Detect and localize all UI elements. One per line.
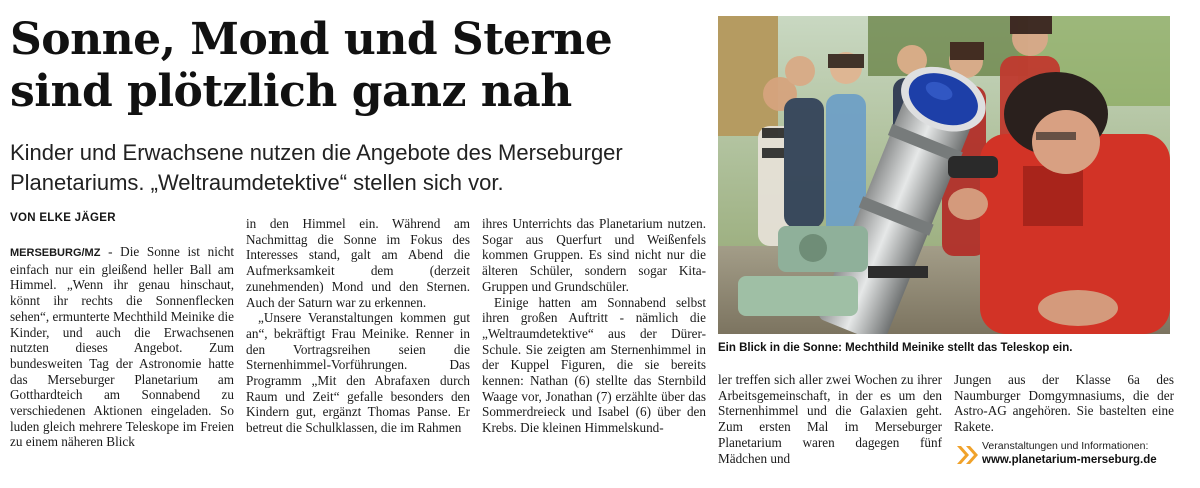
headline	[10, 14, 710, 118]
info-label: Veranstaltungen und Informationen:	[982, 440, 1149, 452]
article-column-3	[482, 216, 706, 478]
subheadline: Kinder und Erwachsene nutzen die Angebote des Merseburger Planetariums. „Weltraumdetektive“ stellen sich vor.	[10, 140, 623, 195]
article-column-4	[718, 372, 942, 478]
article-photo	[718, 16, 1170, 334]
byline: VON ELKE JÄGER	[10, 212, 116, 224]
double-chevron-icon	[956, 444, 980, 466]
telescope-scene-image	[718, 16, 1170, 334]
headline-line-2: sind plötzlich ganz nah	[10, 66, 572, 117]
dateline: MERSEBURG/MZ	[10, 247, 101, 259]
column-3-paragraph-1: ihres Unterrichts das Planetarium nutzen. Sogar aus Querfurt und Weißenfels kommen Gruppen. Es sind nicht nur die älteren Schüler, sondern sogar Kita-Gruppen und Grundschüler.	[482, 216, 706, 294]
column-2-paragraph-2: „Unsere Veranstaltungen kommen gut an“, bekräftigt Frau Meinike. Renner in den Vortragsreihen seien die Sternenhimmel-Vorführungen. Das Programm „Mit den Abrafaxen durch Raum und Zeit“ gefalle besonders den Kindern gut, ergänzt Thomas Panse. Er betreut die Schulklassen, die im Rahmen	[246, 310, 470, 436]
column-1-text: - Die Sonne ist nicht einfach nur ein gleißend heller Ball am Himmel. „Wenn ihr genau hinschaut, könnt ihr rechts die Sonnenflecken sehen“, ermunterte Mechthild Meinike die Kinder, und auch die Erwachsenen nutzten dieses Angebot. Zum bundesweiten Tag der Astronomie hatte das Merseburger Planetarium am Gotthardteich am Sonnabend zu verschiedenen Aktionen eingeladen. So luden gleich mehrere Teleskope im Freien zu einem näheren Blick	[10, 244, 234, 450]
headline-line-1: Sonne, Mond und Sterne	[10, 14, 613, 65]
photo-caption: Ein Blick in die Sonne: Mechthild Meinike stellt das Teleskop ein.	[718, 342, 1073, 354]
website-link[interactable]: www.planetarium-merseburg.de	[982, 454, 1157, 466]
column-3-paragraph-2: Einige hatten am Sonnabend selbst ihren großen Auftritt - nämlich die „Weltraumdetektive“ aus der Dürer-Schule. Sie zeigten am Sternenhimmel in der Kuppel Figuren, die sie bereits kennen: Nathan (6) stellte das Sternbild Waage vor, Jonathan (7) erzählte über das Sommerdreieck und Isabel (6) über den Krebs. Die kleinen Himmelskund-	[482, 294, 706, 436]
article-column-1	[10, 244, 234, 476]
column-4-text: ler treffen sich aller zwei Wochen zu ihrer Arbeitsgemeinschaft, in der es um den Sternenhimmel und die Galaxien geht. Zum ersten Mal im Merseburger Planetarium waren dagegen fünf Mädchen und	[718, 372, 942, 466]
column-2-paragraph-1: in den Himmel ein. Während am Nachmittag die Sonne im Fokus des Interesses stand, galt am Abend die Aufmerksamkeit dem (derzeit zunehmenden) Mond und den Sternen. Auch der Saturn war zu erkennen.	[246, 216, 470, 310]
article-column-2	[246, 216, 470, 478]
column-5-text: Jungen aus der Klasse 6a des Naumburger Domgymnasiums, die der Astro-AG angehören. Sie bastelten eine Rakete.	[954, 372, 1174, 435]
article-column-5	[954, 372, 1174, 436]
